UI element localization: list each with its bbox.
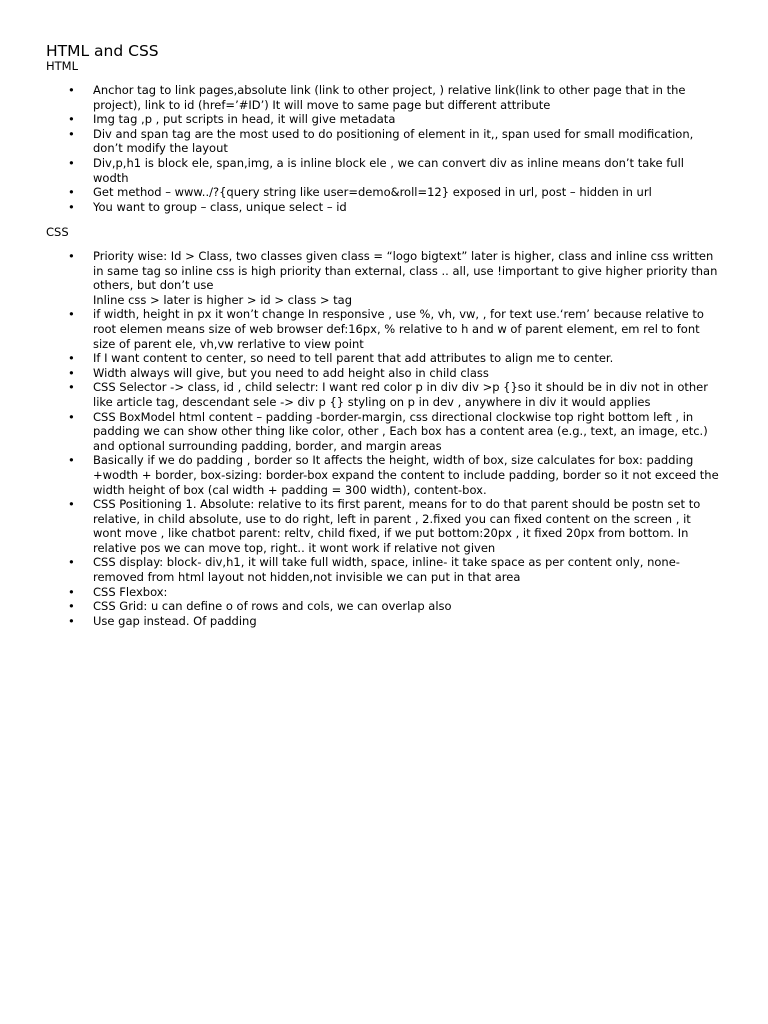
list-item-text: CSS Grid: u can define o of rows and cols, we can overlap also [93, 599, 452, 614]
bullet-icon: • [68, 584, 75, 599]
bullet-icon: • [68, 112, 75, 127]
list-item-text: CSS Positioning 1. Absolute: relative to its first parent, means for to do that parent should be postn set to relative, in child absolute, use to do right, left in parent , 2.fixed you can fixed content on the screen , it wont move , like chatbot parent: reltv, child fixed, if we put bottom:20px , it fixed 20px from bottom. In relative pos we can move top, right.. it wont work if relative not given [93, 497, 701, 555]
list-item-text: Priority wise: Id > Class, two classes given class = “logo bigtext” later is higher, class and inline css written in same tag so inline css is high priority than external, class .. all, use !important to give higher priority than others, but don’t use [93, 249, 718, 293]
list-item-text: if width, height in px it won’t change In responsive , use %, vh, vw, , for text use.‘rem’ because relative to root elemen means size of web browser def:16px, % relative to h and w of parent element, em rel to font size of parent ele, vh,vw rerlative to view point [93, 307, 704, 351]
list-item-text: Basically if we do padding , border so It affects the height, width of box, size calculates for box: padding +wodth + border, box-sizing: border-box expand the content to include padding, border so it not exceed the width height of box (cal width + padding = 300 width), content-box. [93, 453, 719, 497]
bullet-icon: • [68, 497, 75, 512]
bullet-icon: • [68, 83, 75, 97]
bullet-icon: • [68, 365, 75, 380]
list-item [0, 366, 721, 381]
document-title: HTML and CSS [46, 42, 159, 60]
bullet-icon: • [68, 307, 75, 322]
list-item-text: Div and span tag are the most used to do positioning of element in it,, span used for small modification, don’t modify the layout [93, 126, 694, 156]
list-item [0, 200, 721, 215]
list-item [0, 410, 721, 454]
list-item-text: Div,p,h1 is block ele, span,img, a is inline block ele , we can convert div as inline means don’t take full wodth [93, 155, 684, 185]
list-item [0, 249, 721, 307]
list-item-text: Anchor tag to link pages,absolute link (link to other project, ) relative link(link to other page that in the project), link to id (href=’#ID’) It will move to same page but different attribute [93, 83, 686, 112]
bullet-icon: • [68, 185, 75, 200]
list-item-text: Get method – www../?{query string like user=demo&roll=12} exposed in url, post – hidden in url [93, 185, 652, 200]
list-item-text: CSS display: block- div,h1, it will take full width, space, inline- it take space as per content only, none- removed from html layout not hidden,not invisible we can put in that area [93, 555, 680, 585]
list-item [0, 380, 721, 409]
list-item [0, 185, 721, 200]
list-item-extra-line: Inline css > later is higher > id > class > tag [93, 292, 353, 307]
list-item-text: Img tag ,p , put scripts in head, it will give metadata [93, 112, 396, 127]
bullet-icon: • [68, 599, 75, 614]
list-item-text: You want to group – class, unique select – id [93, 199, 347, 214]
bullet-icon: • [68, 351, 75, 366]
bullet-icon: • [68, 453, 75, 468]
bullet-icon: • [68, 249, 75, 263]
bullet-icon: • [68, 126, 75, 141]
list-item [0, 112, 721, 127]
bullet-icon: • [68, 380, 75, 395]
list-item [0, 351, 721, 366]
list-item-text: CSS BoxModel html content – padding -border-margin, css directional clockwise top right bottom left , in padding we can show other thing like color, other , Each box has a content area (e.g., text, an image, etc.) and optional surrounding padding, border, and margin areas [93, 409, 708, 453]
list-item-text: CSS Selector -> class, id , child selectr: I want red color p in div div >p {}so it should be in div not in other like article tag, descendant sele -> div p {} styling on p in dev , anywhere in div it would applies [93, 380, 708, 409]
list-item [0, 585, 721, 600]
bullet-icon: • [68, 613, 75, 628]
list-item [0, 599, 721, 614]
list-item [0, 614, 721, 629]
bullet-icon: • [68, 155, 75, 170]
list-item-text: If I want content to center, so need to tell parent that add attributes to align me to center. [93, 351, 614, 366]
bullet-icon: • [68, 409, 75, 424]
list-item [0, 83, 721, 112]
bullet-icon: • [68, 199, 75, 214]
list-item [0, 453, 721, 497]
html-section-heading: HTML [46, 59, 79, 73]
list-item-text: Width always will give, but you need to add height also in child class [93, 365, 489, 380]
list-item [0, 156, 721, 185]
list-item-text: Use gap instead. Of padding [93, 613, 257, 628]
list-item [0, 555, 721, 584]
html-bullet-list [0, 83, 768, 214]
list-item-text: CSS Flexbox: [93, 584, 168, 599]
list-item [0, 127, 721, 156]
css-bullet-list [0, 249, 768, 628]
css-section-heading: CSS [46, 225, 69, 239]
list-item [0, 497, 721, 555]
list-item [0, 307, 721, 351]
bullet-icon: • [68, 555, 75, 570]
